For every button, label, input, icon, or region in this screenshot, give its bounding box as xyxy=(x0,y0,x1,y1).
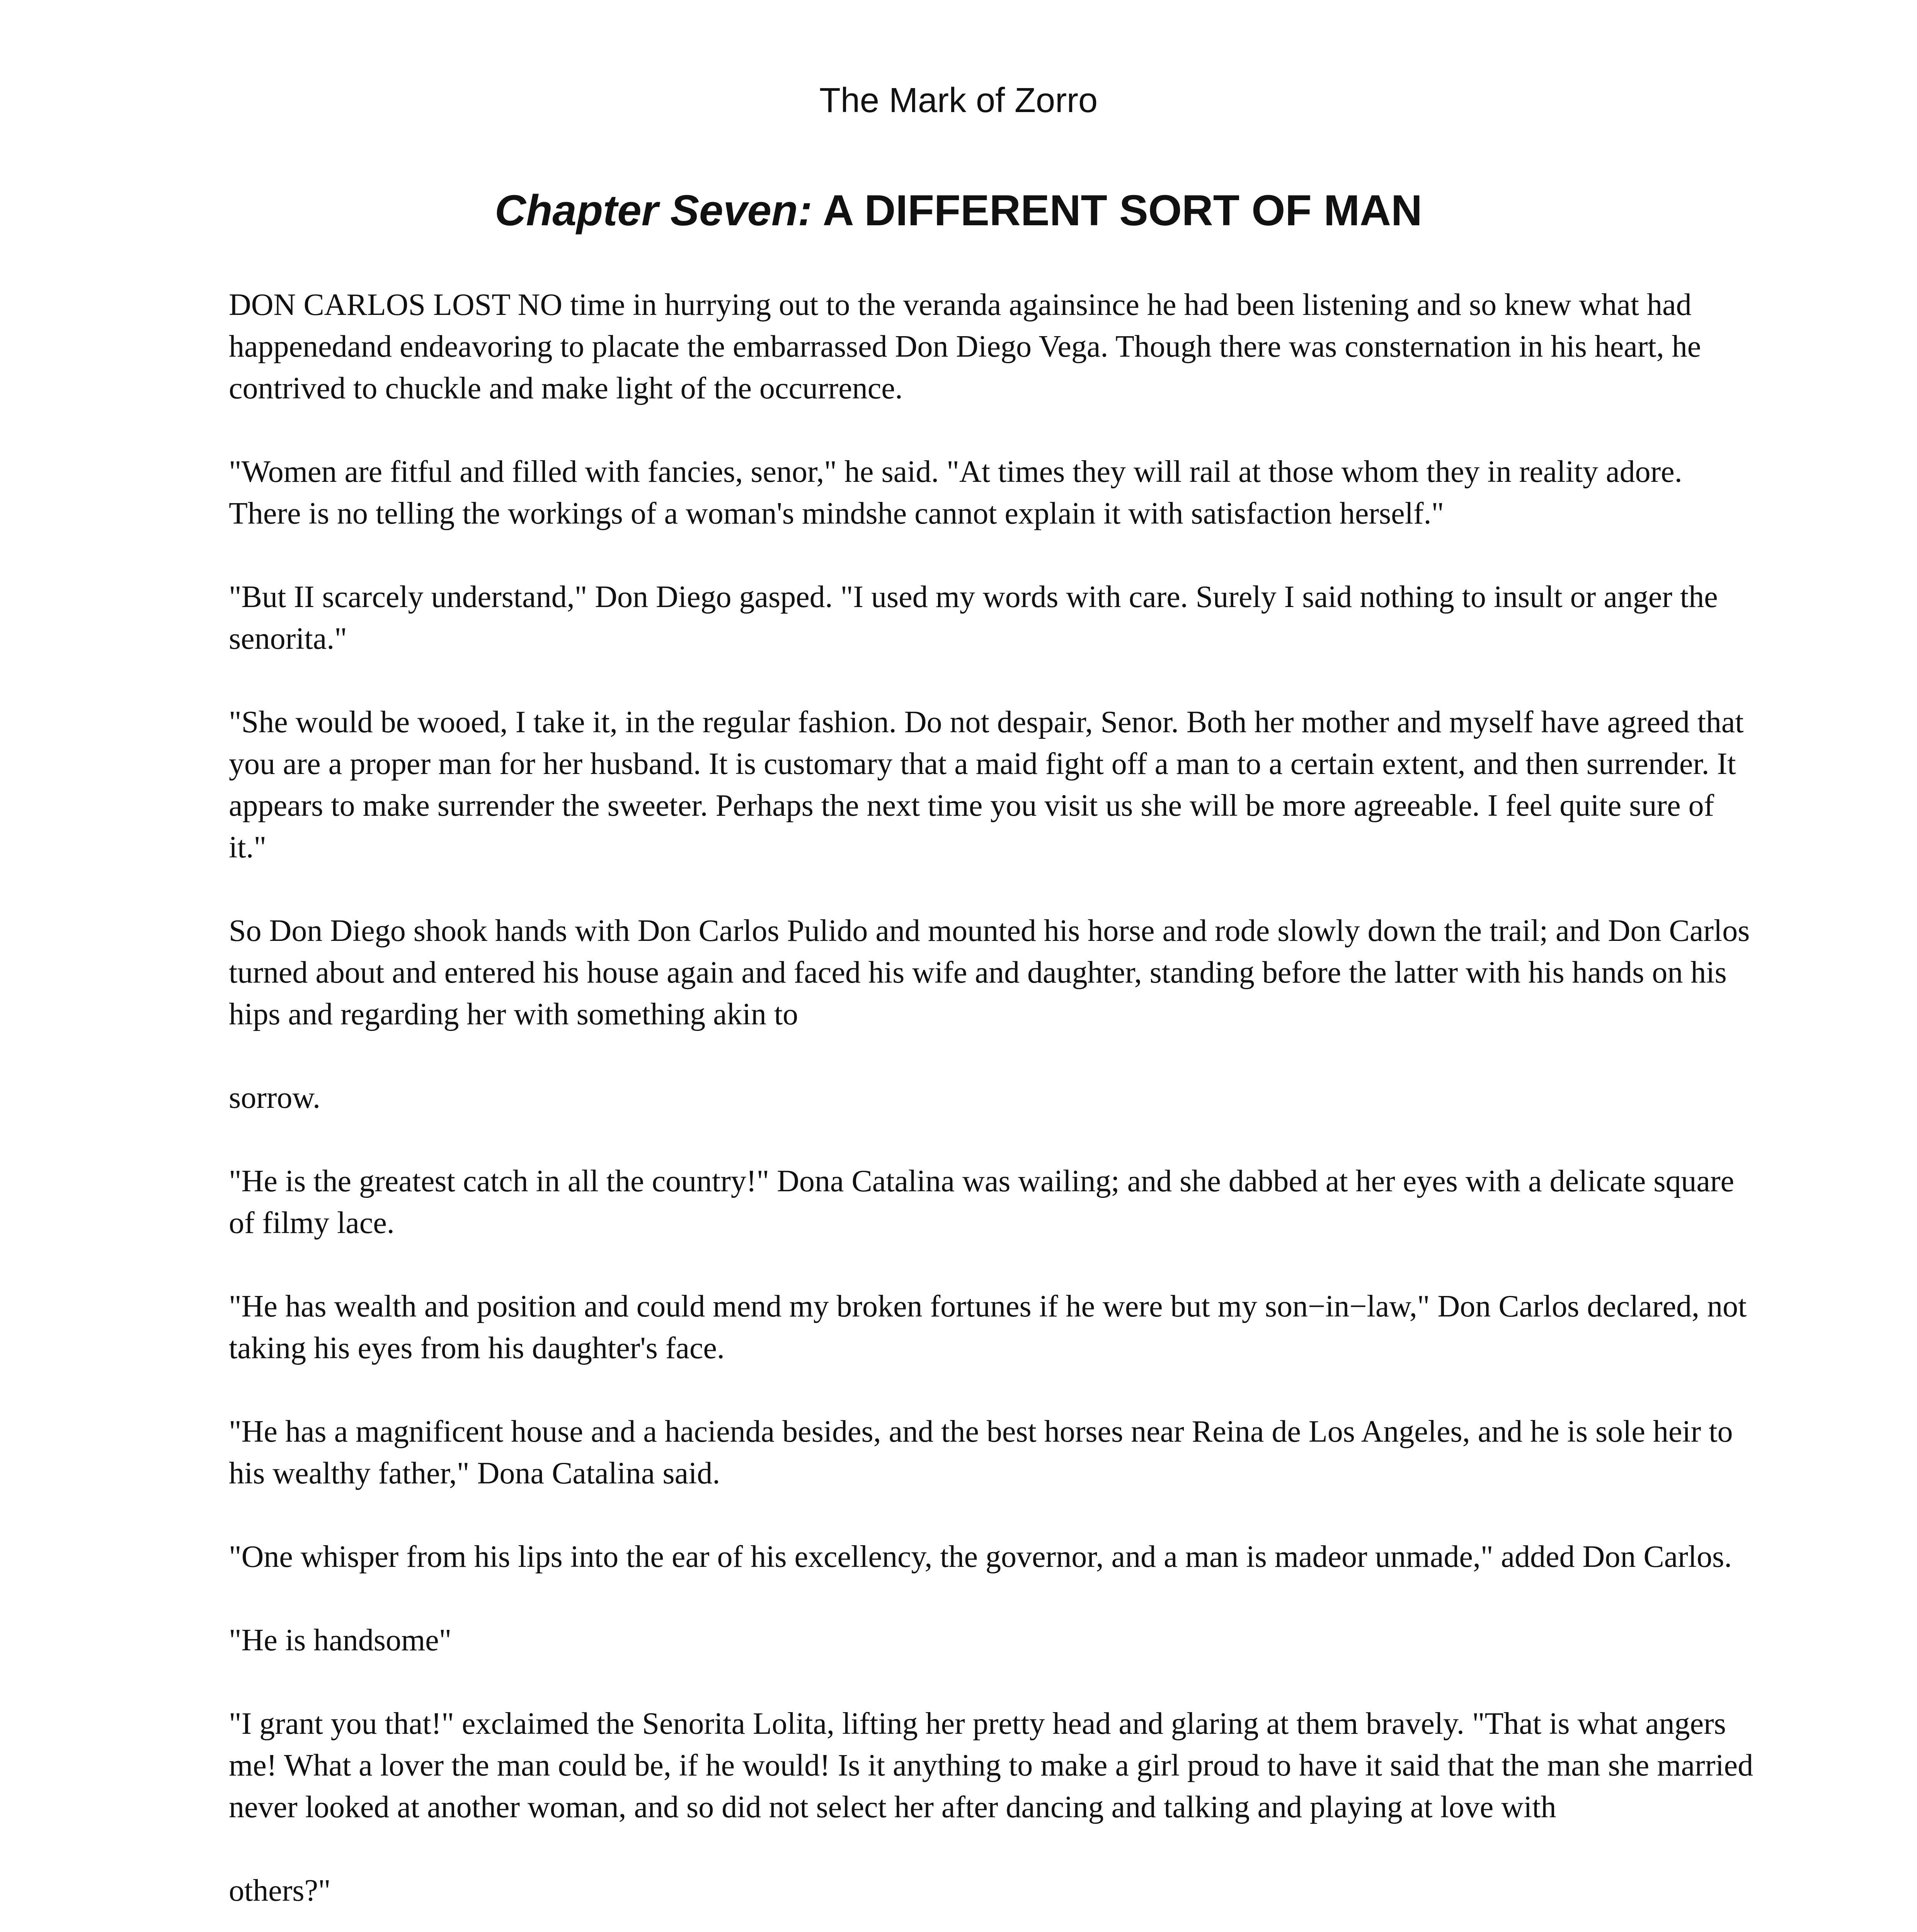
chapter-title-main: A DIFFERENT SORT OF MAN xyxy=(822,186,1422,235)
chapter-title xyxy=(0,182,1917,240)
paragraph: others?" xyxy=(229,1874,331,1908)
paragraph: "I grant you that!" exclaimed the Senorita Lolita, lifting her pretty head and glaring at them bravely. "That is what angers me! What a lover the man could be, if he would! Is it anything to make a girl proud to have it said that the man she married never looked at another woman, and so did not select her after dancing and talking and playing at love with xyxy=(229,1707,1754,1824)
chapter-title-lead: Chapter Seven: xyxy=(495,186,812,235)
paragraph: sorrow. xyxy=(229,1081,320,1115)
paragraph: "One whisper from his lips into the ear of his excellency, the governor, and a man is madeor unmade," added Don Carlos. xyxy=(229,1540,1732,1574)
paragraph: DON CARLOS LOST NO time in hurrying out to the veranda againsince he had been listening and so knew what had happenedand endeavoring to placate the embarrassed Don Diego Vega. Though there was consternation in his heart, he contrived to chuckle and make light of the occurrence. xyxy=(229,288,1701,405)
paragraph: "He is the greatest catch in all the country!" Dona Catalina was wailing; and she dabbed at her eyes with a delicate square of filmy lace. xyxy=(229,1164,1734,1240)
paragraph: So Don Diego shook hands with Don Carlos Pulido and mounted his horse and rode slowly down the trail; and Don Carlos turned about and entered his house again and faced his wife and daughter, standing before the latter with his hands on his hips and regarding her with something akin to xyxy=(229,914,1750,1031)
paragraph: "But II scarcely understand," Don Diego gasped. "I used my words with care. Surely I said nothing to insult or anger the senorita." xyxy=(229,580,1718,656)
paragraph: "She would be wooed, I take it, in the regular fashion. Do not despair, Senor. Both her mother and myself have agreed that you are a proper man for her husband. It is customary that a maid fight off a man to a certain extent, and then surrender. It appears to make surrender the sweeter. Perhaps the next time you visit us she will be more agreeable. I feel quite sure of it." xyxy=(229,705,1744,864)
paragraph: "Women are fitful and filled with fancies, senor," he said. "At times they will rail at those whom they in reality adore. There is no telling the workings of a woman's mindshe cannot explain it with satisfaction herself." xyxy=(229,455,1682,531)
paragraph: "He has wealth and position and could mend my broken fortunes if he were but my son−in−law," Don Carlos declared, not taking his eyes from his daughter's face. xyxy=(229,1289,1747,1365)
paragraph: "He is handsome" xyxy=(229,1623,452,1657)
paragraph: "He has a magnificent house and a hacienda besides, and the best horses near Reina de Los Angeles, and he is sole heir to his wealthy father," Dona Catalina said. xyxy=(229,1415,1733,1490)
body-text xyxy=(229,284,1759,1932)
running-header: The Mark of Zorro xyxy=(819,81,1098,120)
